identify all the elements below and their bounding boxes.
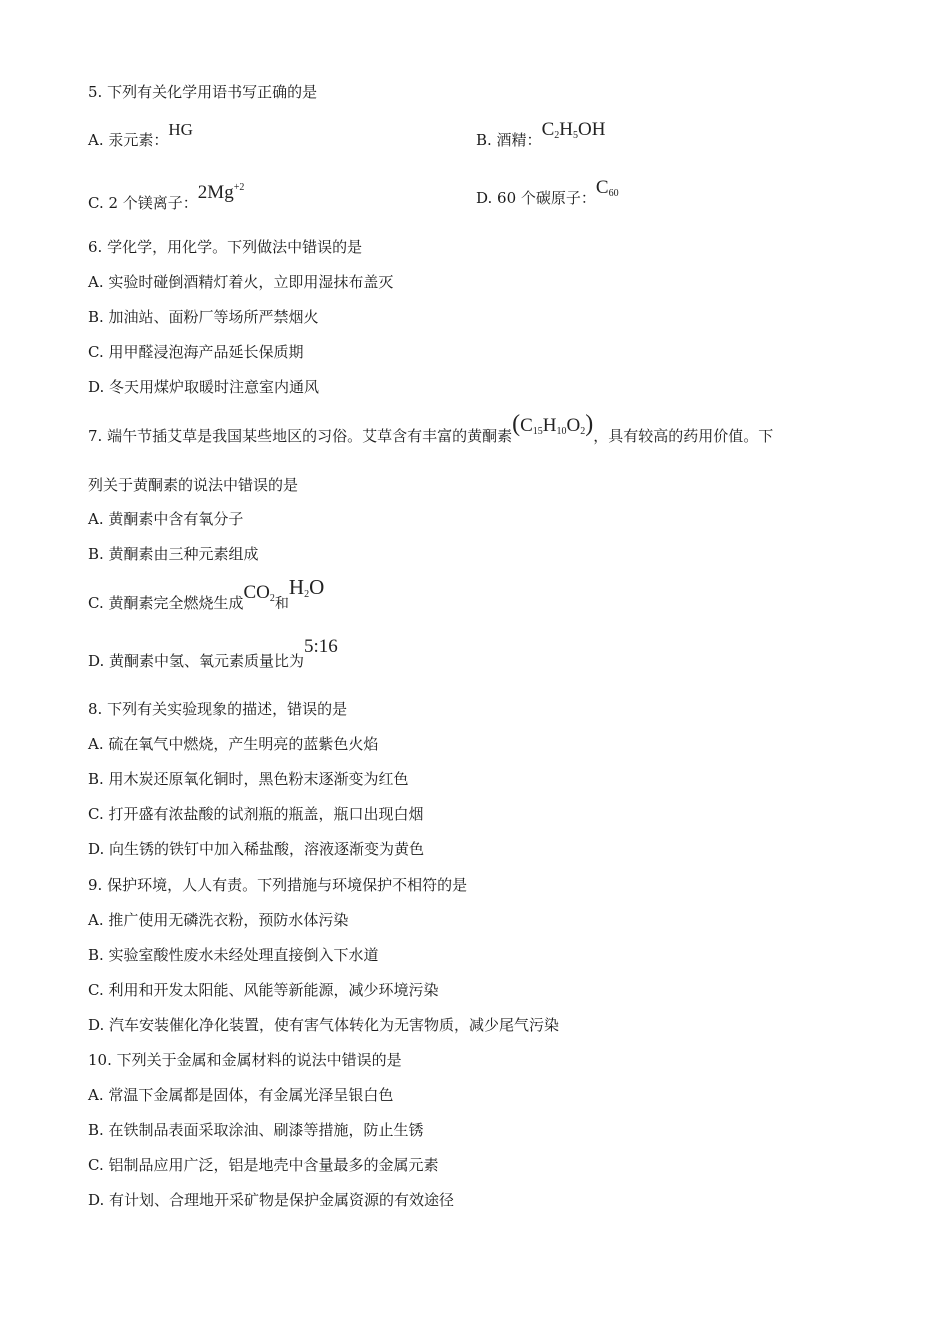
q7-stem-text: 7. 端午节插艾草是我国某些地区的习俗。艾草含有丰富的黄酮素 [88,427,513,445]
q5-option-a-label: A. 汞元素： [88,131,169,149]
q5-option-b [476,119,606,156]
q6-option-a: A. 实验时碰倒酒精灯着火，立即用湿抹布盖灭 [88,273,394,291]
q5-option-c [88,182,245,213]
q5-option-c-label: C. 2 个镁离子： [88,194,198,212]
q5-stem: 5. 下列有关化学用语书写正确的是 [88,83,318,101]
q9-option-d: D. 汽车安装催化净化装置，使有害气体转化为无害物质，减少尾气污染 [88,1016,560,1034]
q7-option-d-ratio: 5:16 [304,636,338,657]
q7-option-a: A. 黄酮素中含有氧分子 [88,510,244,528]
q10-option-d: D. 有计划、合理地开采矿物是保护金属资源的有效途径 [88,1191,455,1209]
q6-option-d: D. 冬天用煤炉取暖时注意室内通风 [88,378,320,396]
q6-stem: 6. 学化学，用化学。下列做法中错误的是 [88,238,363,256]
q8-option-a: A. 硫在氧气中燃烧，产生明亮的蓝紫色火焰 [88,735,379,753]
q7-option-c-h2o: $H_2O$ [288,575,325,600]
q9-option-a: A. 推广使用无磷洗衣粉，预防水体污染 [88,911,349,929]
q6-option-c: C. 用甲醛浸泡海产品延长保质期 [88,343,304,361]
q5-option-b-formula: $C_2H_5OH$ [541,119,606,141]
q7-formula: $(C_{15}H_{10}O_2)$ [512,411,594,437]
q10-option-a: A. 常温下金属都是固体，有金属光泽呈银白色 [88,1086,394,1104]
q7-stem [88,411,774,452]
q10-option-c: C. 铝制品应用广泛，铝是地壳中含量最多的金属元素 [88,1156,439,1174]
q7-option-c: C. 黄酮素完全燃烧生成$CO_2$和$H_2O$ [88,575,325,612]
q9-stem: 9. 保护环境，人人有责。下列措施与环境保护不相符的是 [88,876,468,894]
q6-option-b: B. 加油站、面粉厂等场所严禁烟火 [88,308,319,326]
q5-option-d [476,177,619,214]
q10-stem: 10. 下列关于金属和金属材料的说法中错误的是 [88,1051,402,1069]
q5-option-a-formula: HG [168,120,193,139]
q5-option-c-formula: $2Mg^{+2}$ [197,182,245,203]
q7-option-c-text: C. 黄酮素完全燃烧生成 [88,594,244,612]
q7-option-d-text: D. 黄酮素中氢、氧元素质量比为 [88,652,305,670]
q8-option-b: B. 用木炭还原氧化铜时，黑色粉末逐渐变为红色 [88,770,409,788]
q7-option-b: B. 黄酮素由三种元素组成 [88,545,259,563]
q8-stem: 8. 下列有关实验现象的描述，错误的是 [88,700,348,718]
q5-option-a [88,120,193,150]
q8-option-d: D. 向生锈的铁钉中加入稀盐酸，溶液逐渐变为黄色 [88,840,425,858]
q8-option-c: C. 打开盛有浓盐酸的试剂瓶的瓶盖，瓶口出现白烟 [88,805,424,823]
q7-stem-text-2: ，具有较高的药用价值。下 [593,427,774,445]
q10-option-b: B. 在铁制品表面采取涂油、刷漆等措施，防止生锈 [88,1121,424,1139]
q9-option-b: B. 实验室酸性废水未经处理直接倒入下水道 [88,946,379,964]
q7-option-d [88,636,338,671]
q5-option-d-label: D. 60 个碳原子： [476,189,596,207]
q5-option-b-label: B. 酒精： [476,131,542,149]
q5-option-d-formula: $C_{60}$ [595,177,619,199]
q7-option-c-co2: $CO_2$ [243,582,275,604]
q7-stem-line2: 列关于黄酮素的说法中错误的是 [88,476,299,494]
q9-option-c: C. 利用和开发太阳能、风能等新能源，减少环境污染 [88,981,439,999]
